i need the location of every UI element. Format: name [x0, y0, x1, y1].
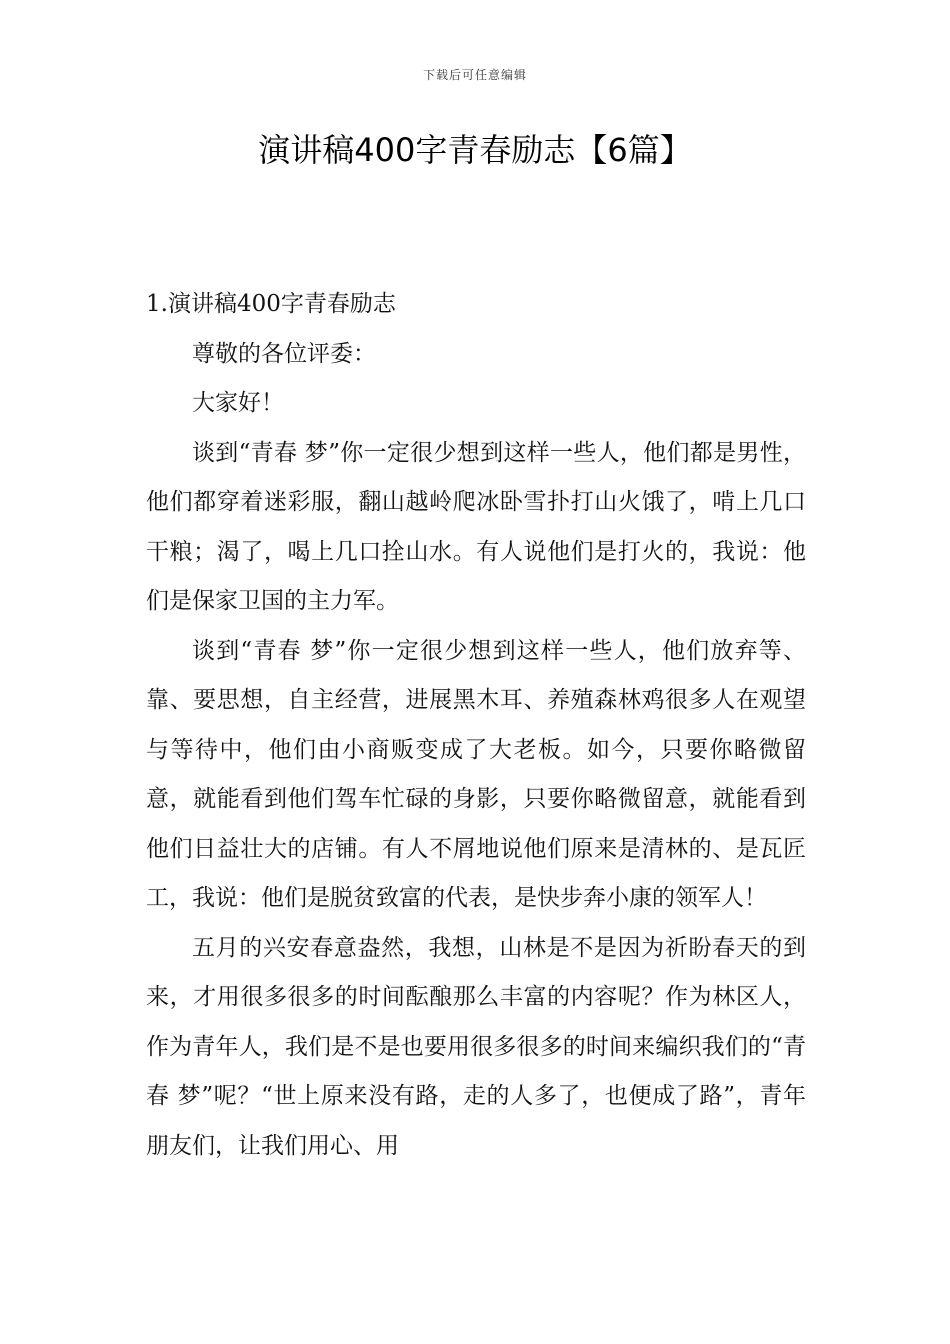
section-heading: 1.演讲稿400字青春励志 — [146, 291, 396, 317]
document-title: 演讲稿400字青春励志【6篇】 — [258, 131, 692, 169]
header-note: 下载后可任意编辑 — [422, 68, 527, 82]
document-body — [146, 280, 806, 1171]
paragraph-body: 谈到“青春 梦”你一定很少想到这样一些人，他们都是男性，他们都穿着迷彩服，翻山越岭爬冰卧雪扑打山火饿了，啃上几口干粮；渴了，喝上几口拴山水。有人说他们是打火的，我说：他们是保家卫国的主力军。 — [146, 439, 806, 614]
paragraph-salutation: 尊敬的各位评委： — [192, 340, 376, 367]
paragraph-greeting: 大家好！ — [192, 390, 284, 416]
paragraph-body: 五月的兴安春意盎然，我想，山林是不是因为祈盼春天的到来，才用很多很多的时间酝酿那么丰富的内容呢？作为林区人，作为青年人，我们是不是也要用很多很多的时间来编织我们的“青春 梦”呢？“世上原来没有路，走的人多了，也便成了路”，青年朋友们，让我们用心、用 — [146, 934, 806, 1159]
paragraph-body: 谈到“青春 梦”你一定很少想到这样一些人，他们放弃等、靠、要思想，自主经营，进展黑木耳、养殖森林鸡很多人在观望与等待中，他们由小商贩变成了大老板。如今，只要你略微留意，就能看到他们驾车忙碌的身影，只要你略微留意，就能看到他们日益壮大的店铺。有人不屑地说他们原来是清林的、是瓦匠工，我说：他们是脱贫致富的代表，是快步奔小康的领军人！ — [146, 637, 806, 911]
